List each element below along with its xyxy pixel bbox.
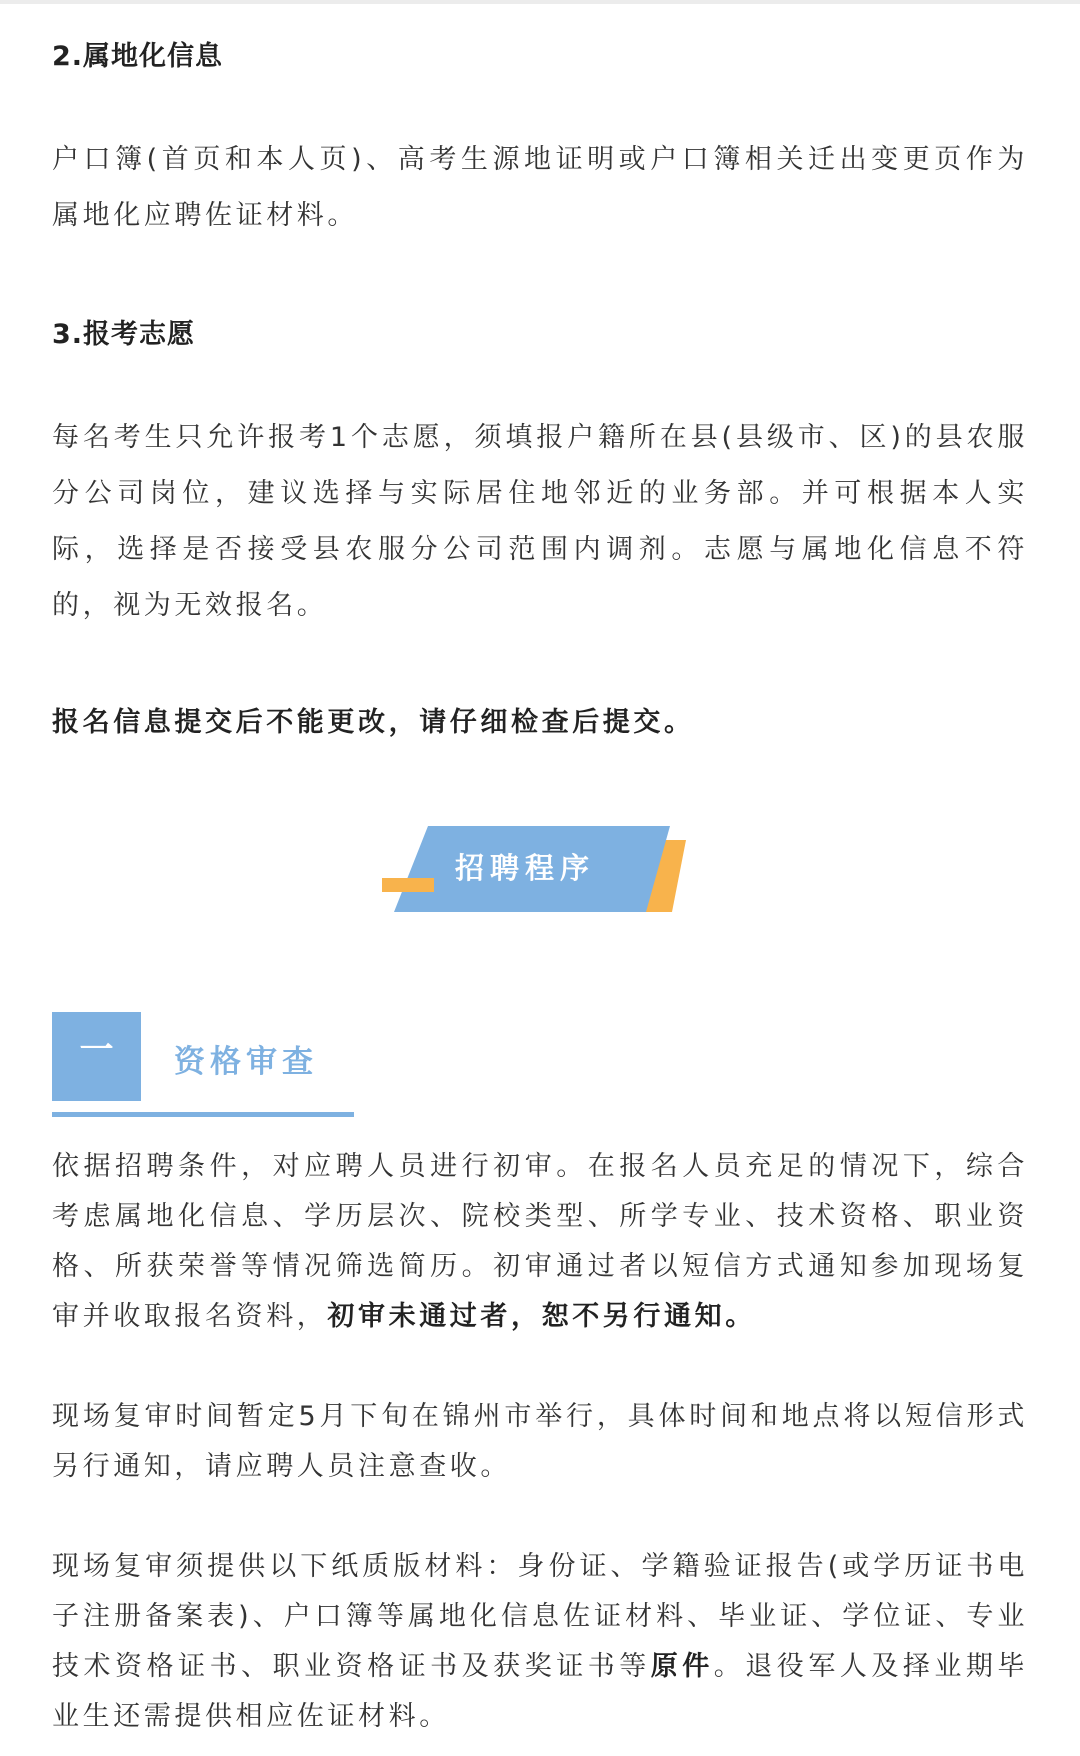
rejection-notice: 初审未通过者，恕不另行通知。 xyxy=(327,1301,756,1332)
submission-notice: 报名信息提交后不能更改，请仔细检查后提交。 xyxy=(52,707,695,738)
required-materials-paragraph xyxy=(52,1542,1028,1742)
originals-emphasis: 原件 xyxy=(650,1651,714,1682)
application-choice-paragraph: 每名考生只允许报考1个志愿，须填报户籍所在县(县级市、区)的县农服分公司岗位，建议选择与实际居住地邻近的业务部。并可根据本人实际，选择是否接受县农服分公司范围内调剂。志愿与属地化信息不符的，视为无效报名。 xyxy=(52,422,1028,621)
recruitment-procedure-banner xyxy=(380,826,690,912)
localization-paragraph: 户口簿(首页和本人页)、高考生源地证明或户口簿相关迁出变更页作为属地化应聘佐证材料。 xyxy=(52,144,1028,231)
step-title: 资格审查 xyxy=(174,1044,318,1080)
qualification-review-paragraph xyxy=(52,1142,1028,1342)
on-site-review-time-paragraph: 现场复审时间暂定5月下旬在锦州市举行，具体时间和地点将以短信形式另行通知，请应聘人员注意查收。 xyxy=(52,1401,1028,1482)
qualification-review-text: 依据招聘条件，对应聘人员进行初审。在报名人员充足的情况下，综合考虑属地化信息、学历层次、院校类型、所学专业、技术资格、职业资格、所获荣誉等情况筛选简历。初审通过者以短信方式通知参加现场复审并收取报名资料， xyxy=(52,1151,1028,1332)
step-underline xyxy=(52,1112,354,1117)
section-heading-localization: 2.属地化信息 xyxy=(52,41,224,72)
banner-orange-tab xyxy=(382,878,434,892)
required-materials-text: 现场复审须提供以下纸质版材料：身份证、学籍验证报告(或学历证书电子注册备案表)、户口簿等属地化信息佐证材料、毕业证、学位证、专业技术资格证书、职业资格证书及获奖证书等 xyxy=(52,1551,1028,1682)
banner-label: 招聘程序 xyxy=(454,851,595,885)
step-number-box xyxy=(52,1012,141,1101)
step-number: 一 xyxy=(79,1030,114,1070)
top-divider xyxy=(0,0,1080,4)
additional-materials-text: 。退役军人及择业期毕业生还需提供相应佐证材料。 xyxy=(52,1651,1028,1732)
section-heading-application-choice: 3.报考志愿 xyxy=(52,319,196,350)
